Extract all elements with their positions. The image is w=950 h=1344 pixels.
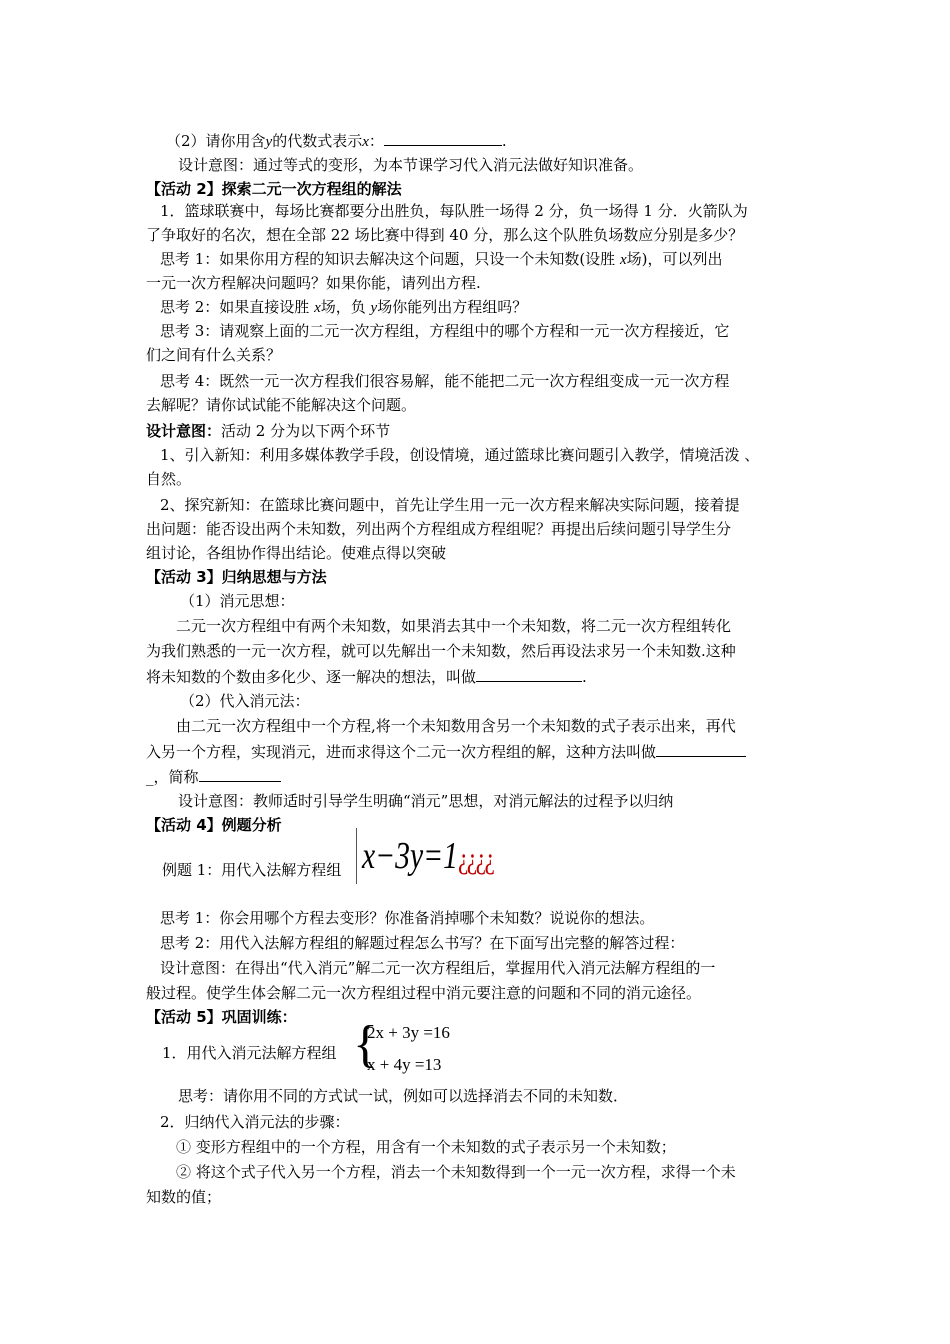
paragraph: 思考 4：既然一元一次方程我们很容易解，能不能把二元一次方程组变成一元一次方程 [160, 372, 730, 390]
paragraph [160, 296, 527, 319]
paragraph: 为我们熟悉的一元一次方程，就可以先解出一个未知数，然后再设法求另一个未知数.这种 [146, 642, 736, 660]
text: ： [368, 132, 384, 150]
paragraph: 去解呢？请你试试能不能解决这个问题。 [146, 396, 417, 414]
paragraph: 2、探究新知：在篮球比赛问题中，首先让学生用一元一次方程来解决实际问题，接着提 [160, 496, 740, 514]
question-2-line [166, 129, 507, 153]
paragraph: 由二元一次方程组中一个方程,将一个未知数用含另一个未知数的式子表示出来，再代 [176, 717, 736, 735]
text: 场)，可以列出 [626, 250, 723, 268]
paragraph: 一元一次方程解决问题吗？如果你能，请列出方程. [146, 274, 481, 292]
paragraph [146, 665, 587, 688]
text: ，简称 [153, 768, 199, 786]
paragraph: 组讨论，各组协作得出结论。使难点得以突破 [146, 544, 447, 562]
exercise-1-label: 1．用代入消元法解方程组 [162, 1044, 337, 1062]
equation-row-1: 2x + 3y =16 [367, 1023, 450, 1042]
text: 将未知数的个数由多化少、逐一解决的想法，叫做 [146, 668, 477, 686]
equation-text: x−3y=1 [362, 835, 458, 877]
design-intent-line: 设计意图：教师适时引导学生明确“消元”思想，对消元解法的过程予以归纳 [178, 792, 674, 810]
brace-line [356, 828, 357, 884]
paragraph: （1）消元思想： [180, 592, 295, 610]
design-intent-line: 设计意图：在得出“代入消元”解二元一次方程组后，掌握用代入消元法解方程组的一 [160, 959, 716, 977]
text: 场你能列出方程组吗？ [377, 298, 528, 316]
paragraph: 知数的值； [146, 1188, 222, 1206]
paragraph: 思考 2：用代入法解方程组的解题过程怎么书写？在下面写出完整的解答过程： [160, 934, 685, 952]
var-x: x [362, 134, 369, 150]
equation-row-2: x + 4y =13 [367, 1055, 442, 1074]
text: 的代数式表示 [272, 132, 363, 150]
paragraph: 思考 3：请观察上面的二元一次方程组，方程组中的哪个方程和一元一次方程接近，它 [160, 322, 730, 340]
paragraph: 2．归纳代入消元法的步骤： [160, 1113, 350, 1131]
var-x: x [619, 252, 627, 268]
paragraph: 自然。 [146, 470, 192, 488]
paragraph: 1、引入新知：利用多媒体教学手段，创设情境，通过篮球比赛问题引入教学，情境活泼 、 [160, 446, 760, 464]
paragraph: 思考 1：你会用哪个方程去变形？你准备消掉哪个未知数？说说你的想法。 [160, 909, 655, 927]
text: . [501, 132, 507, 150]
text: 场，负 [320, 298, 371, 316]
paragraph: 们之间有什么关系？ [146, 346, 282, 364]
activity-2-heading: 【活动 2】探索二元一次方程组的解法 [146, 180, 402, 198]
paragraph: （2）代入消元法： [180, 692, 310, 710]
paragraph [146, 765, 281, 788]
paragraph: 二元一次方程组中有两个未知数，如果消去其中一个未知数，将二元一次方程组转化 [176, 617, 732, 635]
paragraph: 思考：请你用不同的方式试一试，例如可以选择消去不同的未知数． [178, 1087, 629, 1105]
var-y: y [265, 134, 273, 150]
answer-blank[interactable] [199, 765, 281, 782]
paragraph [160, 248, 722, 271]
paragraph: 1．篮球联赛中，每场比赛都要分出胜负，每队胜一场得 2 分，负一场得 1 分．火箭队为 [160, 202, 748, 220]
activity-4-heading: 【活动 4】例题分析 [146, 816, 282, 834]
paragraph: 出问题：能否设出两个未知数，列出两个方程组成方程组呢？再提出后续问题引导学生分 [146, 520, 732, 538]
answer-blank[interactable] [384, 129, 502, 146]
var-x: x [314, 300, 321, 316]
paragraph: 般过程。使学生体会解二元一次方程组过程中消元要注意的问题和不同的消元途径。 [146, 984, 702, 1002]
design-intent-line [146, 420, 390, 442]
activity-5-heading: 【活动 5】巩固训练： [146, 1008, 297, 1026]
answer-blank[interactable] [476, 665, 582, 682]
text: 入另一个方程，实现消元，进而求得这个二元一次方程组的解，这种方法叫做 [146, 743, 657, 761]
text: 思考 2：如果直接设胜 [160, 298, 315, 316]
label: 设计意图： [146, 422, 222, 440]
activity-3-heading: 【活动 3】归纳思想与方法 [146, 568, 327, 586]
text: 思考 1：如果你用方程的知识去解决这个问题，只设一个未知数(设胜 [160, 250, 620, 268]
text: （2）请你用含 [166, 132, 266, 150]
answer-blank[interactable] [656, 740, 746, 757]
text: . [582, 668, 587, 686]
step-1: ① 变形方程组中的一个方程，用含有一个未知数的式子表示另一个未知数； [176, 1138, 676, 1156]
brace-icon: { [353, 1016, 378, 1073]
example-1-label: 例题 1：用代入法解方程组 [162, 861, 342, 879]
paragraph: 了争取好的名次，想在全部 22 场比赛中得到 40 分，那么这个队胜负场数应分别是多少？ [146, 226, 744, 244]
garbled-glyphs: ¿¿¿¿ [457, 842, 494, 875]
text: _ [146, 768, 154, 786]
step-2: ② 将这个式子代入另一个方程，消去一个未知数得到一个一元一次方程，求得一个未 [176, 1163, 736, 1181]
design-intent-line: 设计意图：通过等式的变形，为本节课学习代入消元法做好知识准备。 [178, 156, 644, 174]
paragraph [146, 740, 746, 763]
text: 活动 2 分为以下两个环节 [221, 422, 391, 440]
var-y: y [370, 300, 378, 316]
